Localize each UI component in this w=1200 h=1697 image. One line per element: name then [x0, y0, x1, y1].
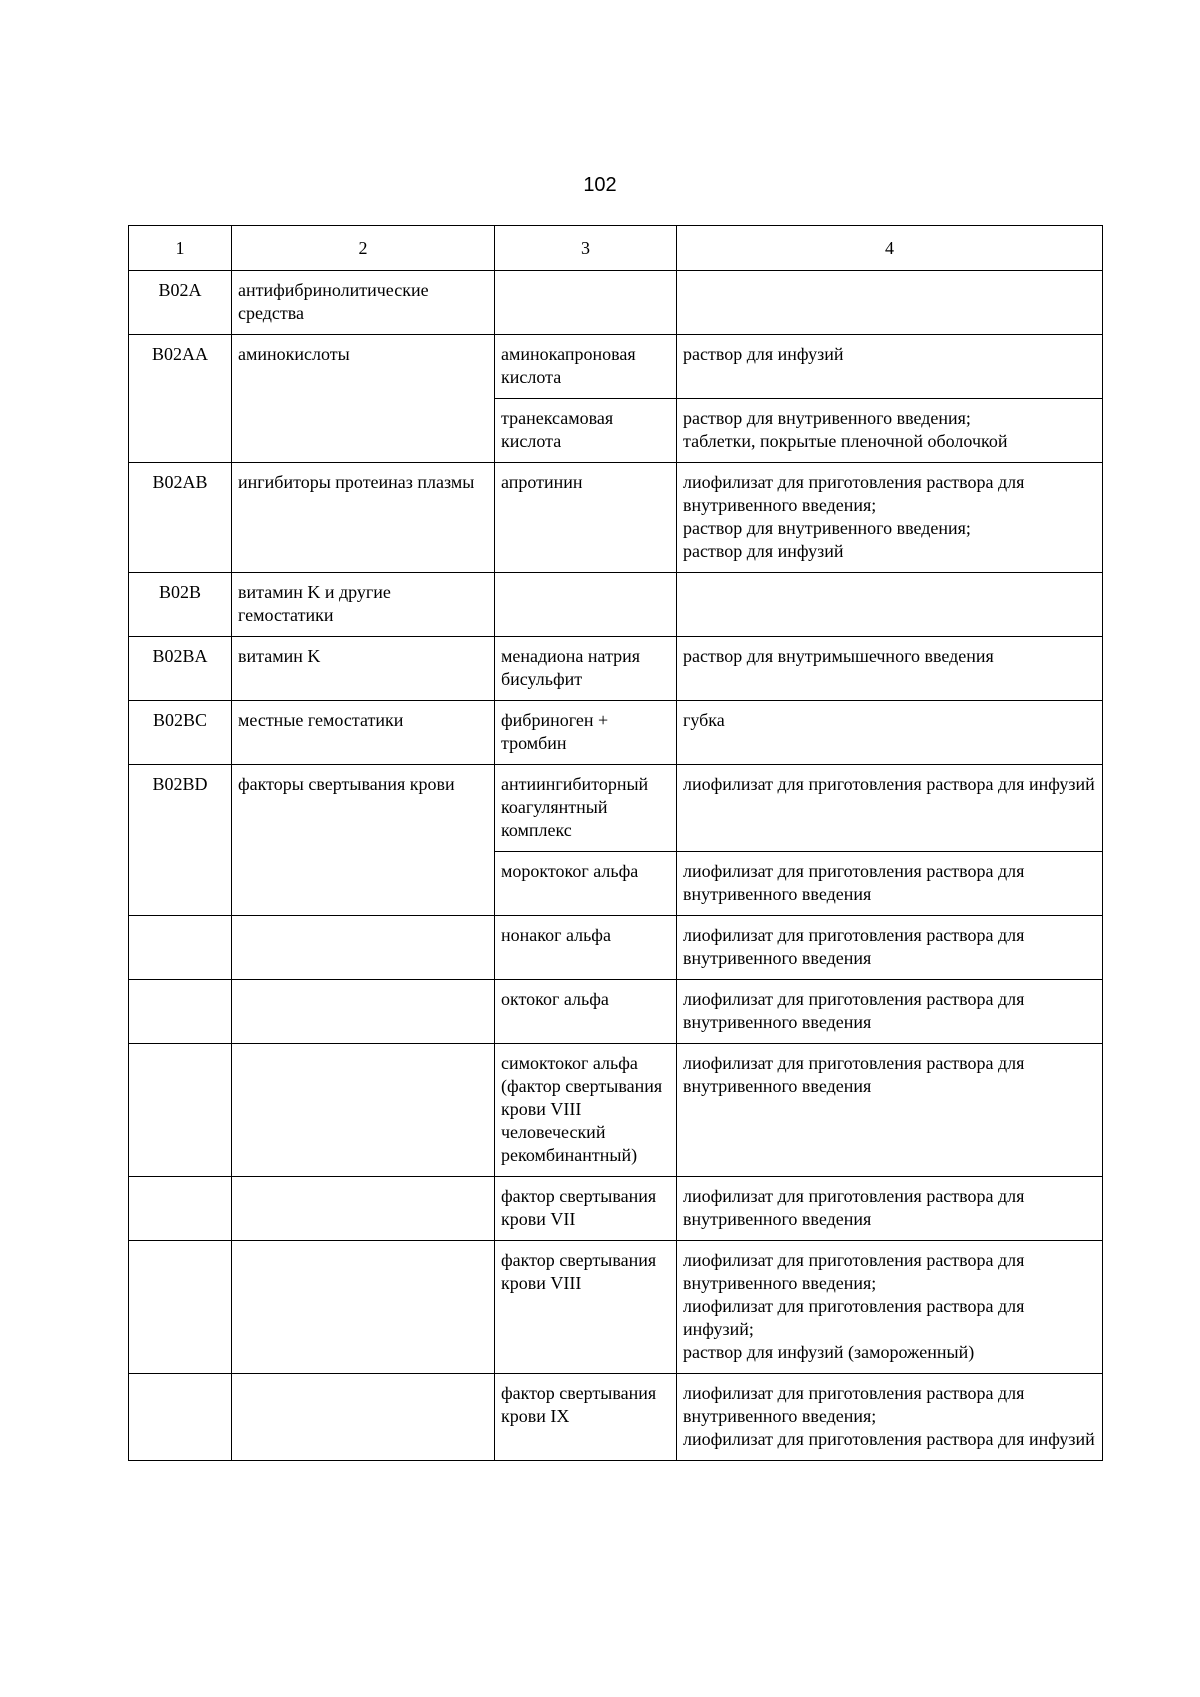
drug-cell: фибриноген + тромбин — [495, 701, 677, 765]
group-cell: антифибринолитические средства — [232, 271, 495, 335]
group-cell: аминокислоты — [232, 335, 495, 463]
form-cell: лиофилизат для приготовления раствора для внутривенного введения — [677, 916, 1103, 980]
table-header-row — [129, 226, 1103, 271]
atc-code-cell: B02BA — [129, 637, 232, 701]
form-cell: лиофилизат для приготовления раствора для внутривенного введения; лиофилизат для приготовления раствора для инфузий — [677, 1374, 1103, 1461]
form-cell: лиофилизат для приготовления раствора для инфузий — [677, 765, 1103, 852]
drug-cell: октоког альфа — [495, 980, 677, 1044]
drug-cell: фактор свертывания крови IX — [495, 1374, 677, 1461]
table-row — [129, 335, 1103, 399]
group-cell — [232, 916, 495, 980]
group-cell: ингибиторы протеиназ плазмы — [232, 463, 495, 573]
atc-code-cell: B02AA — [129, 335, 232, 463]
drug-cell: транексамовая кислота — [495, 399, 677, 463]
table-row — [129, 637, 1103, 701]
page-number: 102 — [583, 174, 617, 196]
atc-code-cell: B02BD — [129, 765, 232, 916]
atc-code-cell — [129, 1241, 232, 1374]
drug-table — [128, 225, 1103, 1461]
form-cell: лиофилизат для приготовления раствора для внутривенного введения — [677, 1177, 1103, 1241]
drug-cell: фактор свертывания крови VII — [495, 1177, 677, 1241]
form-cell: лиофилизат для приготовления раствора для внутривенного введения — [677, 852, 1103, 916]
form-cell — [677, 573, 1103, 637]
drug-cell — [495, 271, 677, 335]
table-row — [129, 271, 1103, 335]
group-cell — [232, 1241, 495, 1374]
atc-code-cell — [129, 1044, 232, 1177]
table-row — [129, 765, 1103, 852]
drug-cell: мороктоког альфа — [495, 852, 677, 916]
drug-cell: аминокапроновая кислота — [495, 335, 677, 399]
group-cell — [232, 1044, 495, 1177]
atc-code-cell: B02AB — [129, 463, 232, 573]
table-row — [129, 1374, 1103, 1461]
drug-cell: симоктоког альфа (фактор свертывания крови VIII человеческий рекомбинантный) — [495, 1044, 677, 1177]
form-cell: лиофилизат для приготовления раствора для внутривенного введения; раствор для внутривенного введения; раствор для инфузий — [677, 463, 1103, 573]
header-cell-1: 1 — [129, 226, 232, 271]
table-row — [129, 916, 1103, 980]
header-cell-3: 3 — [495, 226, 677, 271]
table-row — [129, 980, 1103, 1044]
group-cell: витамин K — [232, 637, 495, 701]
atc-code-cell — [129, 916, 232, 980]
form-cell: раствор для инфузий — [677, 335, 1103, 399]
group-cell: витамин K и другие гемостатики — [232, 573, 495, 637]
group-cell: местные гемостатики — [232, 701, 495, 765]
drug-cell: фактор свертывания крови VIII — [495, 1241, 677, 1374]
form-cell: лиофилизат для приготовления раствора для внутривенного введения; лиофилизат для приготовления раствора для инфузий; раствор для инфузий (замороженный) — [677, 1241, 1103, 1374]
drug-cell: апротинин — [495, 463, 677, 573]
group-cell — [232, 1177, 495, 1241]
atc-code-cell: B02BC — [129, 701, 232, 765]
table-row — [129, 1241, 1103, 1374]
form-cell: лиофилизат для приготовления раствора для внутривенного введения — [677, 980, 1103, 1044]
atc-code-cell: B02A — [129, 271, 232, 335]
header-cell-2: 2 — [232, 226, 495, 271]
atc-code-cell — [129, 1177, 232, 1241]
group-cell: факторы свертывания крови — [232, 765, 495, 916]
header-cell-4: 4 — [677, 226, 1103, 271]
form-cell: губка — [677, 701, 1103, 765]
form-cell: раствор для внутримышечного введения — [677, 637, 1103, 701]
atc-code-cell: B02B — [129, 573, 232, 637]
drug-cell: менадиона натрия бисульфит — [495, 637, 677, 701]
drug-cell: нонаког альфа — [495, 916, 677, 980]
atc-code-cell — [129, 980, 232, 1044]
drug-cell: антиингибиторный коагулянтный комплекс — [495, 765, 677, 852]
table-row — [129, 1177, 1103, 1241]
form-cell — [677, 271, 1103, 335]
group-cell — [232, 980, 495, 1044]
table-row — [129, 701, 1103, 765]
table-row — [129, 573, 1103, 637]
atc-code-cell — [129, 1374, 232, 1461]
group-cell — [232, 1374, 495, 1461]
form-cell: лиофилизат для приготовления раствора для внутривенного введения — [677, 1044, 1103, 1177]
table-row — [129, 1044, 1103, 1177]
form-cell: раствор для внутривенного введения; таблетки, покрытые пленочной оболочкой — [677, 399, 1103, 463]
table-row — [129, 463, 1103, 573]
drug-cell — [495, 573, 677, 637]
